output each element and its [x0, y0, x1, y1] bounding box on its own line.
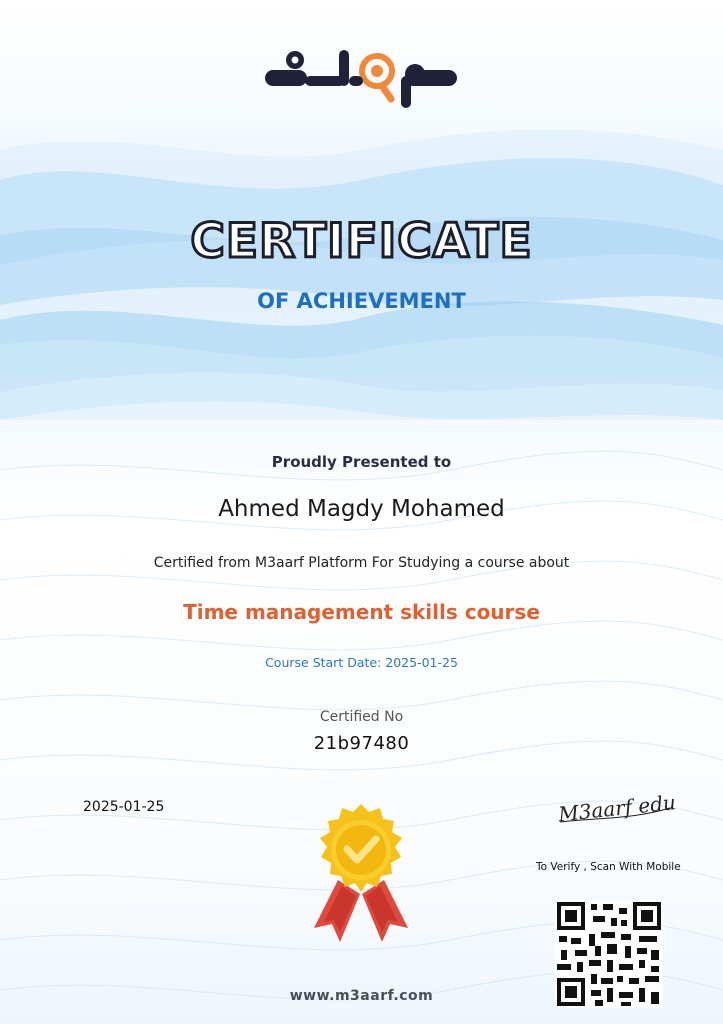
- verify-instruction: To Verify , Scan With Mobile: [536, 861, 681, 873]
- certificate-title: CERTIFICATE: [190, 214, 533, 269]
- course-start-date: Course Start Date: 2025-01-25: [265, 655, 458, 670]
- gold-medal-icon: [300, 800, 422, 945]
- issue-date: 2025-01-25: [83, 799, 165, 815]
- certified-no-value: 21b97480: [313, 733, 410, 754]
- recipient-name: Ahmed Magdy Mohamed: [218, 496, 505, 522]
- website-url[interactable]: www.m3aarf.com: [289, 988, 434, 1004]
- course-name: Time management skills course: [183, 600, 540, 624]
- signature-image: [550, 778, 685, 838]
- presented-label: Proudly Presented to: [271, 453, 452, 471]
- certified-statement: Certified from M3aarf Platform For Studying a course about: [153, 555, 570, 571]
- svg-text:M3aarf edu: M3aarf edu: [557, 790, 677, 827]
- certificate-subtitle: OF ACHIEVEMENT: [257, 289, 466, 313]
- m3aarf-logo: [255, 36, 465, 116]
- certified-no-label: Certified No: [319, 709, 404, 725]
